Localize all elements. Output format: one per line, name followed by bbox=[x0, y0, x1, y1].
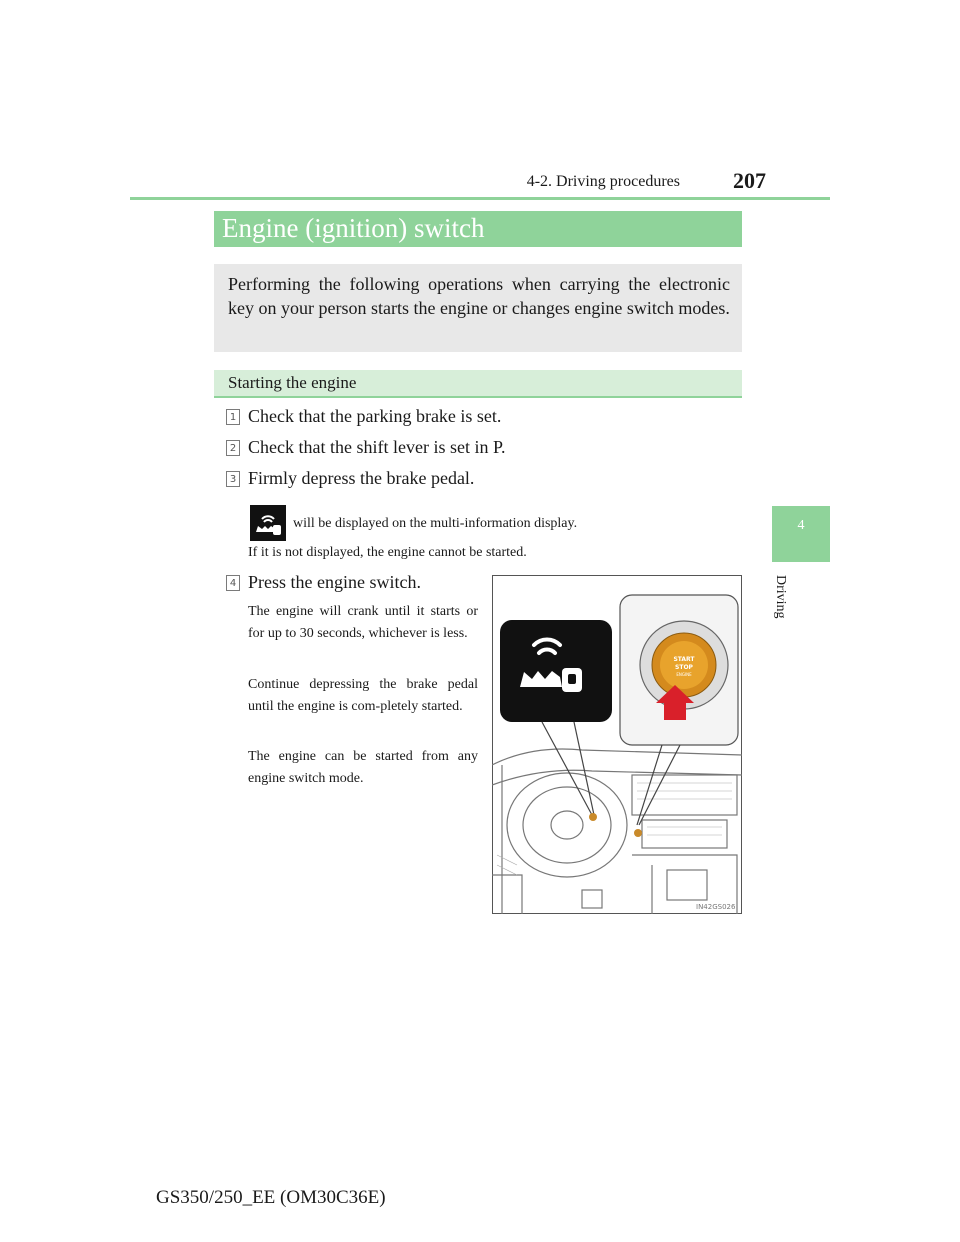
subheading: Starting the engine bbox=[228, 373, 357, 392]
illustration-code: IN42GS026 bbox=[696, 903, 736, 911]
switch-label-engine: ENGINE bbox=[676, 672, 692, 677]
key-indicator-icon bbox=[250, 505, 286, 541]
step4-paragraph: The engine can be started from any engine switch mode. bbox=[248, 749, 478, 786]
page-title: Engine (ignition) switch bbox=[222, 213, 485, 243]
page-number: 207 bbox=[733, 168, 766, 193]
step3-note-not-displayed: If it is not displayed, the engine cannot be started. bbox=[248, 545, 527, 560]
step4-paragraph: The engine will crank until it starts or for up to 30 seconds, whichever is less. bbox=[248, 604, 478, 641]
chapter-tab-label: Driving bbox=[773, 575, 788, 619]
switch-label-stop: STOP bbox=[675, 664, 693, 671]
footer-model: GS350/250_EE (OM30C36E) bbox=[156, 1187, 386, 1208]
step4-paragraph: Continue depressing the brake pedal until the engine is com-pletely started. bbox=[248, 677, 478, 714]
step-text: Check that the shift lever is set in P. bbox=[248, 437, 506, 457]
intro-box: Performing the following operations when carrying the electronic key on your person starts the engine or changes engine switch modes. bbox=[214, 264, 742, 352]
chapter-tab bbox=[772, 506, 830, 562]
chapter-tab-number: 4 bbox=[797, 518, 805, 533]
header-rule bbox=[130, 197, 830, 200]
engine-switch-illustration bbox=[492, 575, 742, 914]
step-text: Firmly depress the brake pedal. bbox=[248, 468, 475, 488]
step-number: 4 bbox=[226, 575, 240, 591]
header-section: 4-2. Driving procedures bbox=[526, 173, 680, 190]
step3-note-displayed: will be displayed on the multi-information display. bbox=[293, 516, 578, 531]
step-number: 3 bbox=[226, 471, 240, 487]
step-number: 1 bbox=[226, 409, 240, 425]
step-text: Press the engine switch. bbox=[248, 572, 421, 592]
step-text: Check that the parking brake is set. bbox=[248, 406, 502, 426]
switch-label-start: START bbox=[673, 656, 695, 663]
step-number: 2 bbox=[226, 440, 240, 456]
